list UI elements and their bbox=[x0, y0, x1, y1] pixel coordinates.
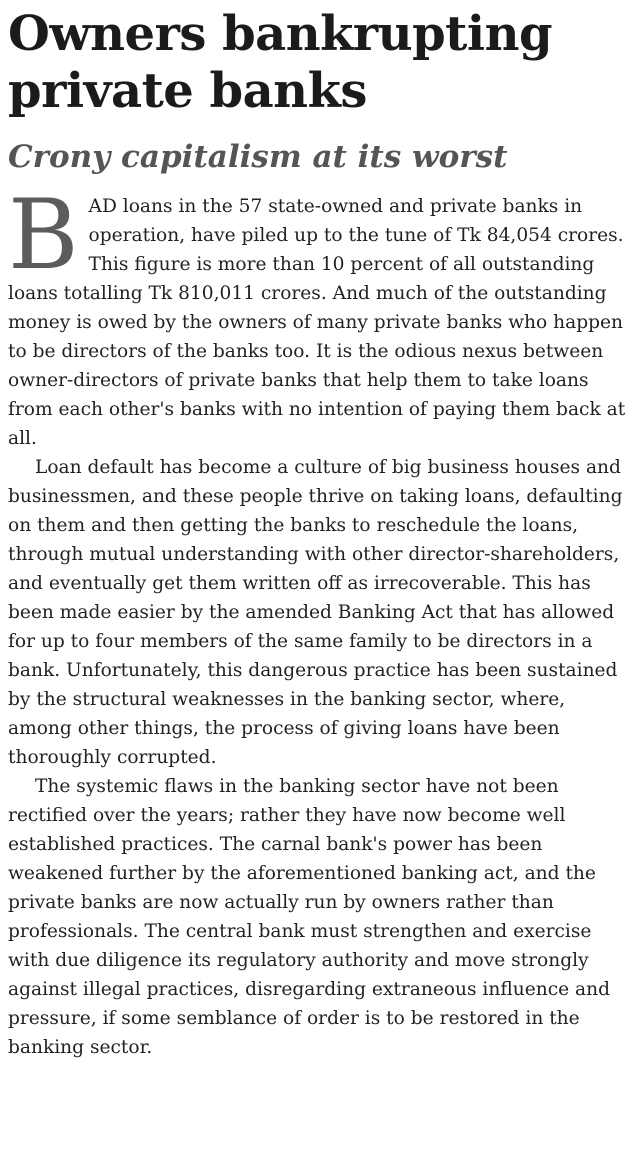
subheadline: Crony capitalism at its worst bbox=[8, 139, 508, 175]
headline-line-1: Owners bankrupting bbox=[8, 6, 553, 62]
headline-line-2: private banks bbox=[8, 63, 367, 119]
drop-cap: B bbox=[8, 179, 79, 291]
paragraph-2: Loan default has become a culture of big business houses and businessmen, and these people thrive on taking loans, defaulting on them and then getting the banks to reschedule the loans, through mutual understanding with other director-shareholders, and eventually get them written off as irrecoverable. This has been made easier by the amended Banking Act that has allowed for up to four members of the same family to be directors in a bank. Unfortunately, this dangerous practice has been sustained by the structural weaknesses in the banking sector, where, among other things, the process of giving loans have been thoroughly corrupted. bbox=[8, 457, 623, 768]
paragraph-1 bbox=[8, 179, 630, 453]
paragraph-1-text: AD loans in the 57 state-owned and private banks in operation, have piled up to the tune of Tk 84,054 crores. This figure is more than 10 percent of all outstanding loans totalling Tk 810,011 crores. And much of the outstanding money is owed by the owners of many private banks who happen to be directors of the banks too. It is the odious nexus between owner-directors of private banks that help them to take loans from each other's banks with no intention of paying them back at all. bbox=[8, 196, 626, 449]
article-body bbox=[8, 179, 630, 1062]
headline bbox=[8, 0, 630, 120]
paragraph-3: The systemic flaws in the banking sector have not been rectified over the years; rather they have now become well established practices. The carnal bank's power has been weakened further by the aforementioned banking act, and the private banks are now actually run by owners rather than professionals. The central bank must strengthen and exercise with due diligence its regulatory authority and move strongly against illegal practices, disregarding extraneous influence and pressure, if some semblance of order is to be restored in the banking sector. bbox=[8, 776, 610, 1058]
